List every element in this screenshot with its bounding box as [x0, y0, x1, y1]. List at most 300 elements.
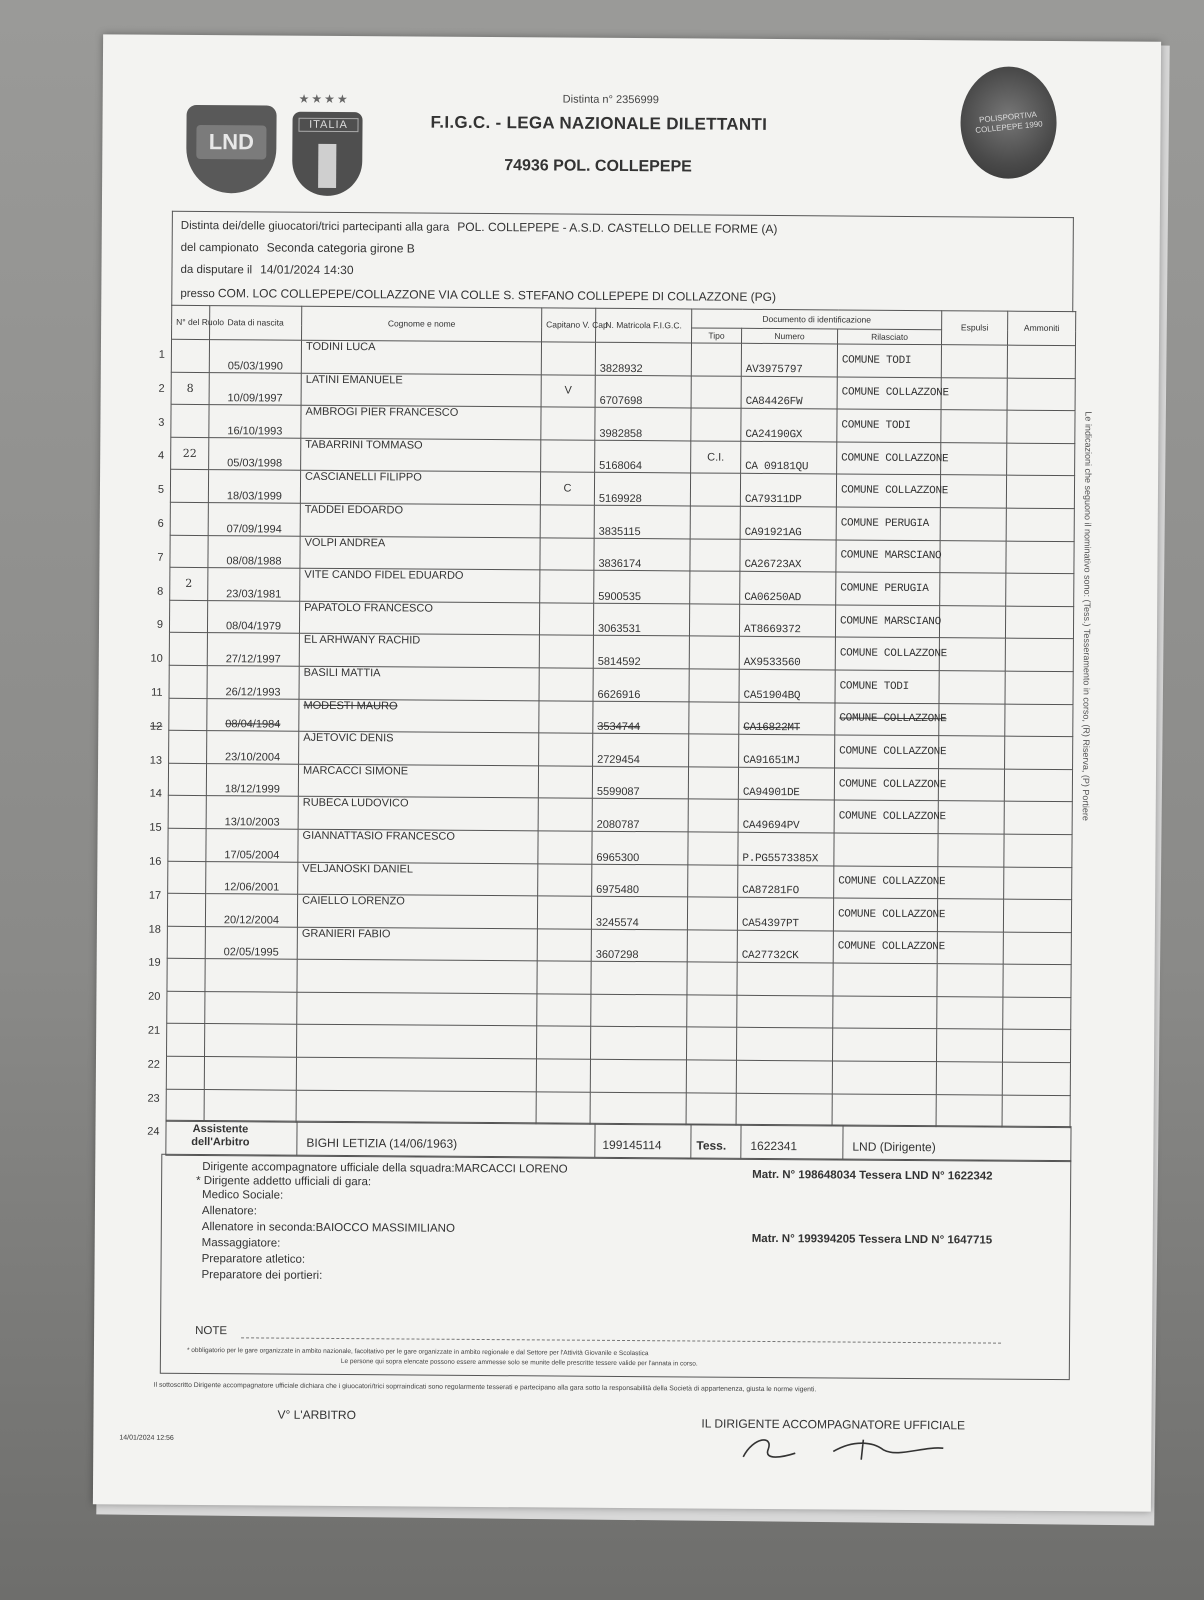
- doc-issuer-cell: COMUNE COLLAZZONE: [835, 735, 939, 768]
- data-line: [180, 262, 353, 277]
- doc-number-cell: CA94901DE: [738, 767, 834, 800]
- data-value: 14/01/2024 14:30: [260, 262, 354, 278]
- birthdate-cell: 12/06/2001: [206, 861, 298, 894]
- doc-number-cell: CA26723AX: [740, 539, 836, 572]
- doc-type-cell: [690, 473, 740, 506]
- ammoniti-cell: [1003, 997, 1071, 1030]
- italia-logo-band: [318, 144, 336, 188]
- row-number: 10: [150, 652, 163, 665]
- ruolo-cell: [169, 633, 207, 666]
- ruolo-cell: [169, 600, 207, 633]
- matricola-cell: 5168064: [595, 440, 691, 473]
- matricola-cell: 3835115: [594, 505, 690, 538]
- birthdate-cell: 23/03/1981: [208, 568, 300, 601]
- campionato-label: del campionato: [180, 241, 259, 255]
- ruolo-cell: [167, 893, 205, 926]
- doc-number-cell: CA51904BQ: [739, 669, 835, 702]
- espulsi-cell: [937, 964, 1003, 997]
- doc-type-cell: [687, 930, 737, 963]
- doc-number-cell: CA16822MT: [739, 702, 835, 735]
- header-tipo: Tipo: [692, 328, 742, 343]
- ammoniti-cell: [1005, 671, 1073, 704]
- espulsi-cell: [937, 997, 1003, 1030]
- doc-issuer-cell: COMUNE COLLAZZONE: [837, 377, 941, 410]
- gara-label: Distinta dei/delle giuocatori/trici partecipanti alla gara: [180, 219, 450, 234]
- ruolo-cell: [170, 470, 208, 503]
- player-name-cell: EL ARHWANY RACHID: [299, 634, 539, 668]
- matricola-cell: 6975480: [592, 864, 688, 897]
- doc-issuer-cell: COMUNE COLLAZZONE: [834, 768, 938, 801]
- birthdate-cell: [205, 1024, 297, 1057]
- birthdate-cell: 05/03/1998: [209, 437, 301, 470]
- birthdate-cell: [204, 1089, 296, 1122]
- header-documento: Documento di identificazione: [692, 309, 942, 330]
- doc-type-cell: [691, 376, 741, 409]
- captain-cell: [537, 961, 591, 994]
- signature-icon: [733, 1427, 953, 1469]
- ammoniti-cell: [1006, 541, 1074, 574]
- doc-number-cell: CA91921AG: [740, 506, 836, 539]
- birthdate-cell: [204, 1057, 296, 1090]
- player-name-cell: [296, 1090, 536, 1124]
- massaggiatore-label: Massaggiatore:: [201, 1237, 281, 1250]
- doc-issuer-cell: COMUNE MARSCIANO: [836, 540, 940, 573]
- declaration-text: Il sottoscritto Dirigente accompagnatore ufficiale dichiara che i giuocatori/trici soprraindicati sono regolarmente tesserati e partecipano alla gara sotto la responsabilità della Società di appartenenza, giusta le norme vigenti.: [153, 1381, 817, 1394]
- espulsi-cell: [940, 508, 1006, 541]
- player-name-cell: AMBROGI PIER FRANCESCO: [301, 405, 541, 439]
- club-seal-logo: [960, 66, 1057, 179]
- gara-value: POL. COLLEPEPE - A.S.D. CASTELLO DELLE FORME (A): [457, 219, 778, 237]
- row-number: 5: [157, 483, 165, 496]
- ammoniti-cell: [1006, 508, 1074, 541]
- doc-issuer-cell: COMUNE PERUGIA: [836, 572, 940, 605]
- matricola-cell: [590, 1059, 686, 1092]
- doc-issuer-cell: COMUNE COLLAZZONE: [835, 637, 939, 670]
- doc-number-cell: [737, 963, 833, 996]
- ammoniti-cell: [1004, 867, 1072, 900]
- player-name-cell: VITE CANDO FIDEL EDUARDO: [300, 568, 540, 602]
- ruolo-cell: [168, 796, 206, 829]
- espulsi-cell: [937, 899, 1003, 932]
- row-number: 19: [148, 957, 161, 970]
- doc-type-cell: [686, 1060, 736, 1093]
- espulsi-cell: [941, 442, 1007, 475]
- birthdate-cell: 13/10/2003: [206, 796, 298, 829]
- ammoniti-cell: [1003, 964, 1071, 997]
- row-number: 3: [158, 416, 165, 429]
- italia-logo-text: ITALIA: [298, 118, 358, 132]
- doc-number-cell: AV3975797: [741, 343, 837, 376]
- espulsi-cell: [940, 540, 1006, 573]
- assistente-nome: BIGHI LETIZIA (14/06/1963): [306, 1135, 458, 1151]
- matricola-cell: 5900535: [594, 570, 690, 603]
- doc-issuer-cell: COMUNE COLLAZZONE: [833, 898, 937, 931]
- player-name-cell: CASCIANELLI FILIPPO: [300, 471, 540, 505]
- ruolo-cell: [167, 991, 205, 1024]
- header-capitano: Capitano V. Cap: [542, 308, 596, 342]
- doc-type-cell: [691, 343, 741, 376]
- ruolo-cell: 8: [171, 372, 209, 405]
- captain-cell: [539, 635, 593, 668]
- ammoniti-cell: [1005, 704, 1073, 737]
- doc-issuer-cell: [832, 1094, 936, 1127]
- ammoniti-cell: [1006, 476, 1074, 509]
- doc-number-cell: AX9533560: [739, 637, 835, 670]
- presso-line: [180, 286, 776, 304]
- player-name-cell: [297, 1025, 537, 1059]
- doc-issuer-cell: COMUNE TODI: [837, 409, 941, 442]
- captain-cell: [539, 700, 593, 733]
- doc-number-cell: [736, 1093, 832, 1126]
- captain-cell: [540, 505, 594, 538]
- ruolo-cell: [170, 502, 208, 535]
- captain-cell: V: [541, 374, 595, 407]
- ammoniti-cell: [1003, 1030, 1071, 1063]
- header-nascita: Data di nascita: [210, 306, 302, 341]
- espulsi-cell: [941, 410, 1007, 443]
- assistente-sep: [842, 1126, 843, 1160]
- doc-issuer-cell: [832, 1028, 936, 1061]
- doc-type-cell: [686, 1093, 736, 1126]
- player-name-cell: PAPATOLO FRANCESCO: [299, 601, 539, 635]
- campionato-value: Seconda categoria girone B: [266, 240, 415, 256]
- side-legend-text: Le indicazioni che seguono il nominativo sono: (Tess.) Tesseramento in corso, (R) Riserva, (P) Portiere: [1080, 411, 1094, 821]
- player-name-cell: AJETOVIC DENIS: [299, 731, 539, 765]
- assistente-sep: [690, 1124, 691, 1158]
- espulsi-cell: [939, 605, 1005, 638]
- doc-type-cell: [690, 506, 740, 539]
- captain-cell: [539, 603, 593, 636]
- doc-type-cell: [689, 734, 739, 767]
- dirigente-value: MARCACCI LORENO: [454, 1162, 568, 1176]
- doc-issuer-cell: COMUNE COLLAZZONE: [835, 702, 939, 735]
- player-name-cell: TABARRINI TOMMASO: [301, 438, 541, 472]
- dirigente-label: Dirigente accompagnatore ufficiale della squadra:: [202, 1161, 455, 1175]
- presso-value: COM. LOC COLLEPEPE/COLLAZZONE VIA COLLE S. STEFANO COLLEPEPE DI COLLAZZONE (PG): [217, 286, 777, 305]
- data-label: da disputare il: [180, 263, 253, 277]
- player-name-cell: GIANNATTASIO FRANCESCO: [298, 829, 538, 863]
- captain-cell: [537, 929, 591, 962]
- allenatore2-label: Allenatore in seconda:: [201, 1221, 316, 1234]
- doc-issuer-cell: COMUNE TODI: [835, 670, 939, 703]
- matricola-cell: 5814592: [593, 636, 689, 669]
- dirigente-signature-label: IL DIRIGENTE ACCOMPAGNATORE UFFICIALE: [701, 1416, 966, 1433]
- doc-type-cell: [690, 571, 740, 604]
- ruolo-cell: [170, 535, 208, 568]
- doc-number-cell: [736, 1060, 832, 1093]
- ruolo-cell: 22: [171, 437, 209, 470]
- assistente-matricola: 199145114: [602, 1137, 662, 1153]
- player-name-cell: TADDEI EDOARDO: [300, 503, 540, 537]
- row-number: 15: [149, 821, 162, 834]
- matricola-cell: [591, 962, 687, 995]
- ammoniti-cell: [1007, 378, 1075, 411]
- birthdate-cell: [205, 991, 297, 1024]
- ammoniti-cell: [1004, 834, 1072, 867]
- birthdate-cell: 08/04/1984: [207, 698, 299, 731]
- row-number: 6: [157, 517, 164, 530]
- doc-issuer-cell: COMUNE COLLAZZONE: [836, 474, 940, 507]
- birthdate-cell: 05/03/1990: [209, 340, 301, 373]
- captain-cell: [537, 1026, 591, 1059]
- assistente-tessera: 1622341: [750, 1138, 798, 1154]
- ruolo-cell: [169, 665, 207, 698]
- gara-line: [181, 218, 778, 236]
- assistente-sep: [296, 1122, 297, 1156]
- distinta-number: Distinta n° 2356999: [562, 93, 659, 107]
- header-rilasciato: Rilasciato: [838, 329, 942, 345]
- ammoniti-cell: [1005, 638, 1073, 671]
- birthdate-cell: 10/09/1997: [209, 372, 301, 405]
- matricola-cell: 6626916: [593, 668, 689, 701]
- birthdate-cell: 16/10/1993: [209, 405, 301, 438]
- row-number: 9: [156, 619, 164, 632]
- doc-number-cell: CA54397PT: [737, 897, 833, 930]
- ruolo-cell: [168, 828, 206, 861]
- italia-logo: [292, 112, 363, 196]
- captain-cell: [541, 440, 595, 473]
- ammoniti-cell: [1006, 573, 1074, 606]
- row-number: 21: [147, 1024, 161, 1037]
- doc-number-cell: CA24190GX: [741, 408, 837, 441]
- ammoniti-cell: [1004, 801, 1072, 834]
- captain-cell: [537, 896, 591, 929]
- page-title: F.I.G.C. - LEGA NAZIONALE DILETTANTI: [430, 112, 768, 134]
- doc-type-cell: C.I.: [691, 441, 741, 474]
- fine-print-1: * obbligatorio per le gare organizzate in ambito nazionale, facoltativo per le gare organizzate in ambito regionale e dal Settore per l'Attività Giovanile e Scolastica: [186, 1346, 649, 1358]
- header-nome: Cognome e nome: [302, 306, 542, 342]
- player-name-cell: CAIELLO LORENZO: [297, 894, 537, 928]
- captain-cell: [539, 668, 593, 701]
- doc-issuer-cell: [833, 963, 937, 996]
- ruolo-cell: [167, 926, 205, 959]
- ammoniti-cell: [1007, 443, 1075, 476]
- doc-issuer-cell: COMUNE TODI: [837, 344, 941, 377]
- player-name-cell: VELJANOSKI DANIEL: [298, 862, 538, 896]
- matricola-cell: 3245574: [591, 896, 687, 929]
- espulsi-cell: [941, 377, 1007, 410]
- doc-type-cell: [688, 832, 738, 865]
- birthdate-cell: [205, 959, 297, 992]
- espulsi-cell: [936, 1062, 1002, 1095]
- captain-cell: [541, 342, 595, 375]
- staff-block: [160, 1154, 1072, 1380]
- assistente-sep: [740, 1125, 741, 1159]
- row-number: 20: [148, 990, 161, 1003]
- ruolo-cell: [167, 959, 205, 992]
- players-table: [166, 305, 1077, 1129]
- player-name-cell: BASILI MATTIA: [299, 666, 539, 700]
- doc-type-cell: [688, 799, 738, 832]
- club-name: 74936 POL. COLLEPEPE: [504, 157, 692, 176]
- birthdate-cell: 07/09/1994: [208, 503, 300, 536]
- espulsi-cell: [938, 866, 1004, 899]
- matricola-cell: 6965300: [592, 831, 688, 864]
- doc-type-cell: [689, 604, 739, 637]
- ammoniti-cell: [1004, 769, 1072, 802]
- allenatore2-value: BAIOCCO MASSIMILIANO: [315, 1221, 455, 1235]
- ruolo-cell: [171, 339, 209, 372]
- espulsi-cell: [939, 638, 1005, 671]
- doc-issuer-cell: [832, 1061, 936, 1094]
- player-name-cell: [297, 959, 537, 993]
- captain-cell: [540, 537, 594, 570]
- row-number: 16: [149, 855, 162, 868]
- birthdate-cell: 27/12/1997: [207, 633, 299, 666]
- player-name-cell: TODINI LUCA: [301, 340, 541, 374]
- matricola-cell: 3534744: [593, 701, 689, 734]
- side-legend: [1075, 311, 1095, 931]
- match-sheet: [93, 34, 1161, 1511]
- doc-type-cell: [688, 767, 738, 800]
- ruolo-cell: [167, 1024, 205, 1057]
- doc-issuer-cell: COMUNE COLLAZZONE: [837, 442, 941, 475]
- row-number: 14: [149, 788, 162, 801]
- doc-type-cell: [689, 701, 739, 734]
- allenatore-label: Allenatore:: [201, 1205, 257, 1218]
- birthdate-cell: 20/12/2004: [205, 894, 297, 927]
- row-number: 2: [158, 382, 165, 395]
- birthdate-cell: 17/05/2004: [206, 828, 298, 861]
- matricola-cell: 3828932: [595, 342, 691, 375]
- star-icons: ★★★★: [298, 91, 350, 107]
- doc-type-cell: [687, 962, 737, 995]
- row-number: 11: [151, 686, 163, 699]
- captain-cell: [536, 1092, 590, 1125]
- dirigente-line: [202, 1161, 567, 1176]
- doc-type-cell: [689, 636, 739, 669]
- matricola-cell: 2729454: [593, 733, 689, 766]
- lnd-logo-text: LND: [196, 125, 266, 159]
- row-number: 23: [147, 1092, 160, 1105]
- ammoniti-cell: [1002, 1095, 1070, 1128]
- matricola-cell: [591, 1027, 687, 1060]
- doc-number-cell: CA49694PV: [738, 800, 834, 833]
- espulsi-cell: [939, 736, 1005, 769]
- espulsi-cell: [940, 573, 1006, 606]
- doc-type-cell: [691, 408, 741, 441]
- ammoniti-cell: [1003, 899, 1071, 932]
- matricola-cell: [591, 994, 687, 1027]
- assistente-ruolo: LND (Dirigente): [852, 1139, 936, 1155]
- ruolo-cell: [166, 1056, 204, 1089]
- club-seal-text: POLISPORTIVA COLLEPEPE 1990: [974, 109, 1044, 135]
- allenatore2-line: [202, 1221, 455, 1235]
- doc-type-cell: [687, 995, 737, 1028]
- doc-number-cell: CA27732CK: [737, 930, 833, 963]
- player-name-cell: RUBECA LUDOVICO: [298, 797, 538, 831]
- captain-cell: [541, 407, 595, 440]
- espulsi-cell: [939, 671, 1005, 704]
- header-ammoniti: Ammoniti: [1008, 311, 1076, 345]
- ruolo-cell: [166, 1089, 204, 1122]
- matricola-cell: [590, 1092, 686, 1125]
- doc-issuer-cell: COMUNE COLLAZZONE: [834, 800, 938, 833]
- row-number: 12: [150, 720, 163, 733]
- doc-number-cell: CA84426FW: [741, 376, 837, 409]
- players-table-body: [166, 339, 1075, 1128]
- doc-issuer-cell: COMUNE COLLAZZONE: [834, 865, 938, 898]
- presso-label: presso: [180, 287, 215, 301]
- captain-cell: C: [540, 472, 594, 505]
- birthdate-cell: 18/03/1999: [208, 470, 300, 503]
- player-name-cell: [296, 1057, 536, 1091]
- assistente-sep: [594, 1124, 595, 1158]
- ruolo-cell: [169, 698, 207, 731]
- ruolo-cell: 2: [170, 567, 208, 600]
- captain-cell: [538, 798, 592, 831]
- espulsi-cell: [938, 834, 1004, 867]
- note-label: NOTE: [195, 1324, 228, 1338]
- doc-number-cell: CA06250AD: [740, 571, 836, 604]
- matricola-cell: 6707698: [595, 375, 691, 408]
- fine-print-2: Le persone qui sopra elencate possono essere ammesse solo se munite delle prescritte tessere valide per l'annata in corso.: [340, 1358, 698, 1368]
- ammoniti-cell: [1005, 606, 1073, 639]
- row-number: 24: [147, 1126, 160, 1139]
- header-ruolo: N° del Ruolo: [172, 305, 210, 339]
- espulsi-cell: [941, 345, 1007, 378]
- captain-cell: [537, 994, 591, 1027]
- captain-cell: [538, 766, 592, 799]
- birthdate-cell: 08/04/1979: [207, 600, 299, 633]
- birthdate-cell: 02/05/1995: [205, 926, 297, 959]
- note-field-line: [241, 1337, 1001, 1343]
- matricola-cell: 3063531: [593, 603, 689, 636]
- row-number: 8: [157, 585, 164, 598]
- doc-number-cell: CA 09181QU: [741, 441, 837, 474]
- espulsi-cell: [938, 768, 1004, 801]
- doc-type-cell: [689, 669, 739, 702]
- birthdate-cell: 23/10/2004: [207, 731, 299, 764]
- row-number: 18: [148, 923, 161, 936]
- ruolo-cell: [169, 730, 207, 763]
- captain-cell: [539, 733, 593, 766]
- doc-issuer-cell: [833, 996, 937, 1029]
- ammoniti-cell: [1002, 1062, 1070, 1095]
- campionato-line: [181, 240, 415, 256]
- player-name-cell: LATINI EMANUELE: [301, 373, 541, 407]
- espulsi-cell: [937, 931, 1003, 964]
- matricola-cell: 5599087: [592, 766, 688, 799]
- row-number: 13: [149, 754, 163, 767]
- doc-issuer-cell: COMUNE COLLAZZONE: [833, 931, 937, 964]
- doc-type-cell: [687, 897, 737, 930]
- player-name-cell: MARCACCI SIMONE: [298, 764, 538, 798]
- doc-number-cell: AT8669372: [739, 604, 835, 637]
- matricola-cell: 3607298: [591, 929, 687, 962]
- match-info-box: [171, 211, 1074, 312]
- ruolo-cell: [168, 763, 206, 796]
- player-name-cell: VOLPI ANDREA: [300, 536, 540, 570]
- arbitro-label: V° L'ARBITRO: [277, 1407, 357, 1423]
- captain-cell: [538, 863, 592, 896]
- ruolo-cell: [171, 404, 209, 437]
- medico-label: Medico Sociale:: [202, 1189, 284, 1202]
- captain-cell: [540, 570, 594, 603]
- doc-type-cell: [686, 1027, 736, 1060]
- doc-number-cell: CA91651MJ: [739, 734, 835, 767]
- ammoniti-cell: [1003, 932, 1071, 965]
- row-number: 17: [148, 889, 162, 902]
- doc-number-cell: [736, 1028, 832, 1061]
- matricola-cell: 5169928: [594, 473, 690, 506]
- doc-number-cell: P.PG5573385X: [738, 832, 834, 865]
- player-name-cell: GRANIERI FABIO: [297, 927, 537, 961]
- doc-number-cell: [737, 995, 833, 1028]
- captain-cell: [536, 1059, 590, 1092]
- header-matricola: N. Matricola F.I.G.C.: [596, 308, 692, 343]
- header-espulsi: Espulsi: [942, 311, 1008, 345]
